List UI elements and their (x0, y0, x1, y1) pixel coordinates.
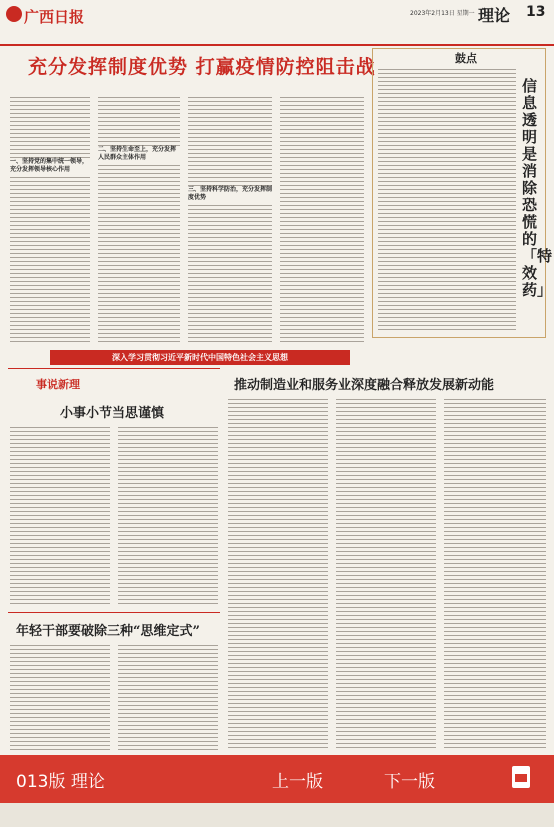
section-name: 理论 (478, 6, 511, 25)
theme-banner: 深入学习贯彻习近平新时代中国特色社会主义思想 (50, 350, 350, 365)
prev-page-button[interactable]: 上一版 (272, 772, 323, 792)
subhead: 三、坚持科学防治，充分发挥制度优势 (188, 186, 273, 201)
text-column (188, 94, 272, 344)
logo-icon (6, 6, 22, 22)
page-label: 013版 理论 (16, 772, 105, 792)
issue-date: 2023年2月13日 星期一 (410, 10, 475, 17)
feature-tag: 事说新理 (36, 378, 80, 391)
masthead (0, 0, 554, 46)
text-column (98, 94, 180, 344)
text-column (118, 642, 218, 750)
text-column (280, 94, 364, 344)
next-page-button[interactable]: 下一版 (384, 772, 435, 792)
text-column (444, 396, 546, 750)
text-column (336, 396, 436, 750)
article-title: 年轻干部要破除三种“思维定式” (16, 624, 200, 639)
bottom-margin (0, 803, 554, 827)
column-name: 鼓点 (455, 52, 477, 65)
text-column (10, 642, 110, 750)
divider (8, 368, 220, 369)
text-column (228, 396, 328, 750)
pdf-icon[interactable] (512, 766, 530, 788)
text-column (378, 66, 516, 330)
divider (8, 612, 220, 613)
feature-title: 小事小节当思谨慎 (60, 406, 165, 421)
paper-name: 广西日报 (24, 8, 85, 26)
article-title: 推动制造业和服务业深度融合释放发展新动能 (234, 378, 495, 393)
text-column (10, 94, 90, 344)
column-title: 信息透明是消除恐慌的「特效药」 (522, 77, 553, 299)
subhead: 一、坚持党的集中统一领导，充分发挥领导核心作用 (10, 158, 89, 173)
subhead: 二、坚持生命至上，充分发挥人民群众主体作用 (98, 146, 180, 162)
text-column (10, 424, 110, 604)
page-number: 13 (526, 4, 546, 20)
main-headline: 充分发挥制度优势 打赢疫情防控阻击战 (28, 56, 376, 78)
text-column (118, 424, 218, 604)
page-nav-bar (0, 755, 554, 803)
